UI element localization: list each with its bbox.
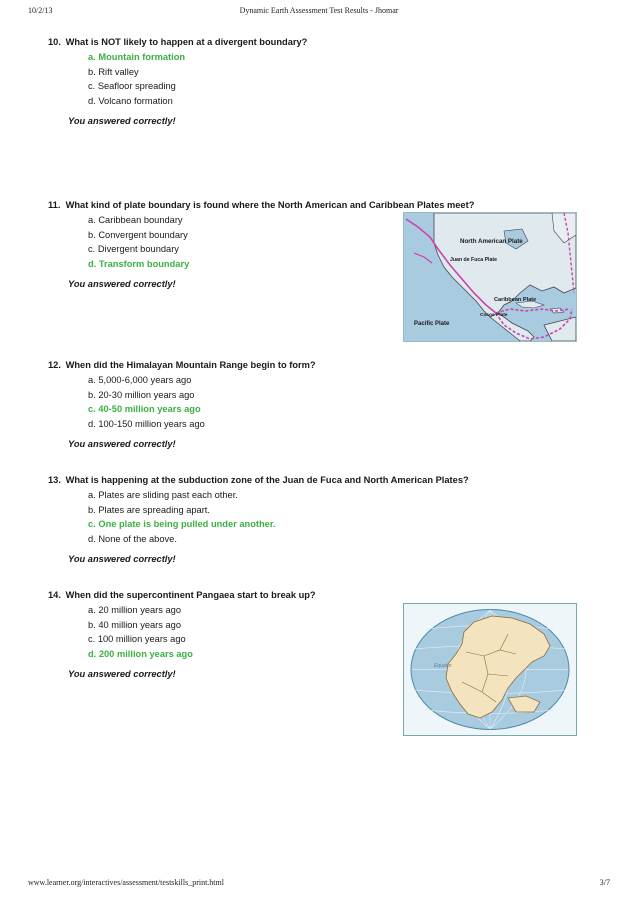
answer-feedback: You answered correctly! (68, 669, 176, 679)
label-juan-de-fuca-plate: Juan de Fuca Plate (450, 257, 497, 263)
pangaea-map (403, 603, 577, 736)
question-number: 13. (48, 475, 61, 485)
question-prompt: What is happening at the subduction zone of the Juan de Fuca and North American Plates? (65, 475, 469, 485)
label-pacific-plate: Pacific Plate (414, 321, 450, 327)
answer-option-c: c. 40-50 million years ago (88, 404, 201, 414)
question-10 (48, 36, 608, 127)
answer-options (88, 50, 608, 108)
page-number: 3/7 (599, 878, 610, 887)
answer-option-b: b. Plates are spreading apart. (88, 504, 210, 515)
answer-option-a: a. Mountain formation (88, 52, 186, 62)
answer-option-b: b. 20-30 million years ago (88, 389, 195, 400)
source-url: www.learner.org/interactives/assessment/testskills_print.html (28, 878, 224, 887)
label-north-american-plate: North American Plate (460, 238, 523, 245)
label-equator: Equator (434, 663, 452, 669)
answer-option-d: d. 100-150 million years ago (88, 418, 205, 429)
question-text (48, 359, 608, 371)
answer-feedback: You answered correctly! (68, 439, 176, 449)
plate-boundaries-map (403, 212, 577, 342)
question-number: 11. (48, 200, 61, 210)
question-number: 14. (48, 590, 61, 600)
question-prompt: What is NOT likely to happen at a divergent boundary? (65, 37, 308, 47)
answer-option-d: d. Volcano formation (88, 95, 173, 106)
answer-option-a: a. Caribbean boundary (88, 215, 183, 225)
question-text (48, 199, 608, 211)
label-cocos-plate: Cocos Plate (480, 313, 508, 318)
answer-option-a: a. Plates are sliding past each other. (88, 490, 238, 500)
answer-option-d: d. 200 million years ago (88, 648, 193, 659)
question-text (48, 36, 608, 48)
question-12 (48, 359, 608, 450)
answer-option-c: c. One plate is being pulled under another. (88, 519, 276, 529)
question-13 (48, 474, 608, 565)
question-number: 10. (48, 37, 61, 47)
question-prompt: When did the supercontinent Pangaea start to break up? (65, 590, 316, 600)
print-date: 10/2/13 (28, 6, 53, 15)
question-text (48, 589, 608, 601)
answer-option-a: a. 20 million years ago (88, 605, 182, 615)
answer-option-c: c. Seafloor spreading (88, 81, 176, 91)
question-prompt: When did the Himalayan Mountain Range begin to form? (65, 360, 316, 370)
answer-option-a: a. 5,000-6,000 years ago (88, 375, 192, 385)
answer-option-d: d. None of the above. (88, 533, 177, 544)
answer-option-b: b. Convergent boundary (88, 229, 188, 240)
question-text (48, 474, 608, 486)
question-prompt: What kind of plate boundary is found where the North American and Caribbean Plates meet? (65, 200, 475, 210)
answer-feedback: You answered correctly! (68, 116, 176, 126)
page-title: Dynamic Earth Assessment Test Results - Jhomar (239, 6, 399, 15)
answer-options (88, 373, 608, 431)
answer-feedback: You answered correctly! (68, 279, 176, 289)
answer-option-b: b. Rift valley (88, 66, 139, 77)
answer-options (88, 488, 608, 546)
answer-option-d: d. Transform boundary (88, 258, 190, 269)
label-caribbean-plate: Caribbean Plate (494, 297, 537, 303)
answer-option-b: b. 40 million years ago (88, 619, 182, 630)
answer-feedback: You answered correctly! (68, 554, 176, 564)
answer-option-c: c. 100 million years ago (88, 634, 186, 644)
answer-option-c: c. Divergent boundary (88, 244, 179, 254)
question-number: 12. (48, 360, 61, 370)
